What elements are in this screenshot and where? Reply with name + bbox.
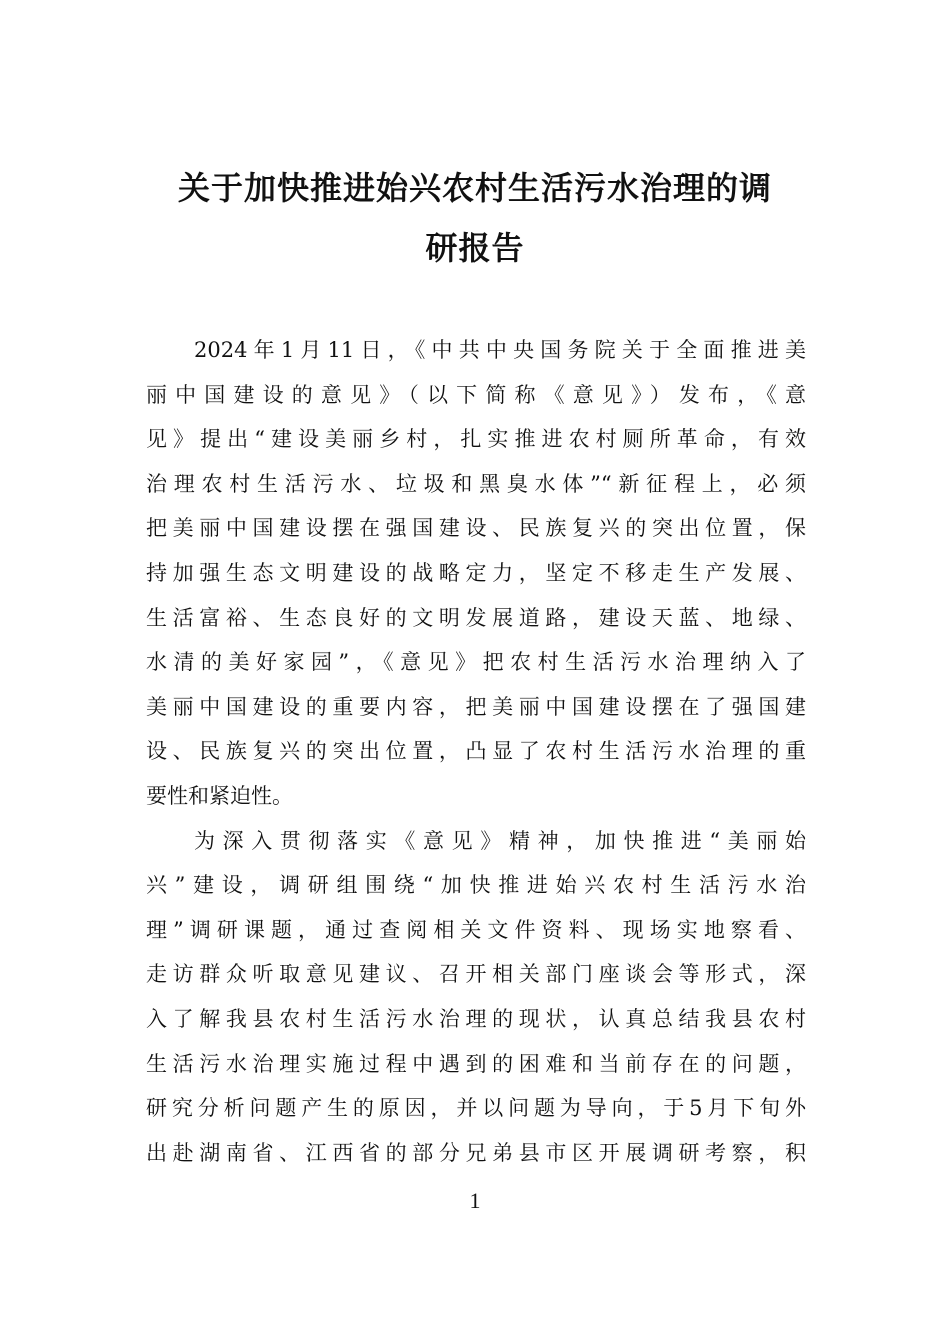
title-line-1: 关于加快推进始兴农村生活污水治理的调 [177,169,772,207]
text-line: 生活富裕、生态良好的文明发展道路，建设天蓝、地绿、 [146,605,806,630]
text-line: 治理农村生活污水、垃圾和黑臭水体”“新征程上，必须 [146,471,806,496]
text-line: 2024年1月11日，《中共中央国务院关于全面推进美 [194,338,806,362]
text-line: 美丽中国建设的重要内容，把美丽中国建设摆在了强国建 [146,694,806,719]
page-number: 1 [469,1188,481,1213]
text-line: 为深入贯彻落实《意见》精神，加快推进“美丽始 [194,828,806,853]
text-line: 见》提出“建设美丽乡村，扎实推进农村厕所革命，有效 [146,427,806,452]
text-line: 丽中国建设的意见》（以下简称《意见》）发布，《意 [146,382,806,407]
text-line: 把美丽中国建设摆在强国建设、民族复兴的突出位置，保 [146,516,806,541]
text-line: 研究分析问题产生的原因，并以问题为导向，于5月下旬外 [146,1096,806,1121]
title-line-2: 研报告 [425,229,525,267]
document-body [146,328,806,1175]
text-line: 兴”建设，调研组围绕“加快推进始兴农村生活污水治 [146,873,806,898]
text-line: 水清的美好家园”，《意见》把农村生活污水治理纳入了 [146,650,806,675]
text-line: 理”调研课题，通过查阅相关文件资料、现场实地察看、 [146,917,806,942]
paragraph-1 [146,328,806,819]
text-line: 入了解我县农村生活污水治理的现状，认真总结我县农村 [146,1006,806,1031]
text-line: 走访群众听取意见建议、召开相关部门座谈会等形式，深 [146,962,806,987]
paragraph-2 [146,819,806,1176]
text-line: 出赴湖南省、江西省的部分兄弟县市区开展调研考察，积 [146,1140,806,1165]
text-line: 设、民族复兴的突出位置，凸显了农村生活污水治理的重 [146,739,806,764]
text-line: 要性和紧迫性。 [146,783,293,808]
text-line: 生活污水治理实施过程中遇到的困难和当前存在的问题， [146,1051,806,1076]
document-title [145,158,805,278]
text-line: 持加强生态文明建设的战略定力，坚定不移走生产发展、 [146,560,806,585]
